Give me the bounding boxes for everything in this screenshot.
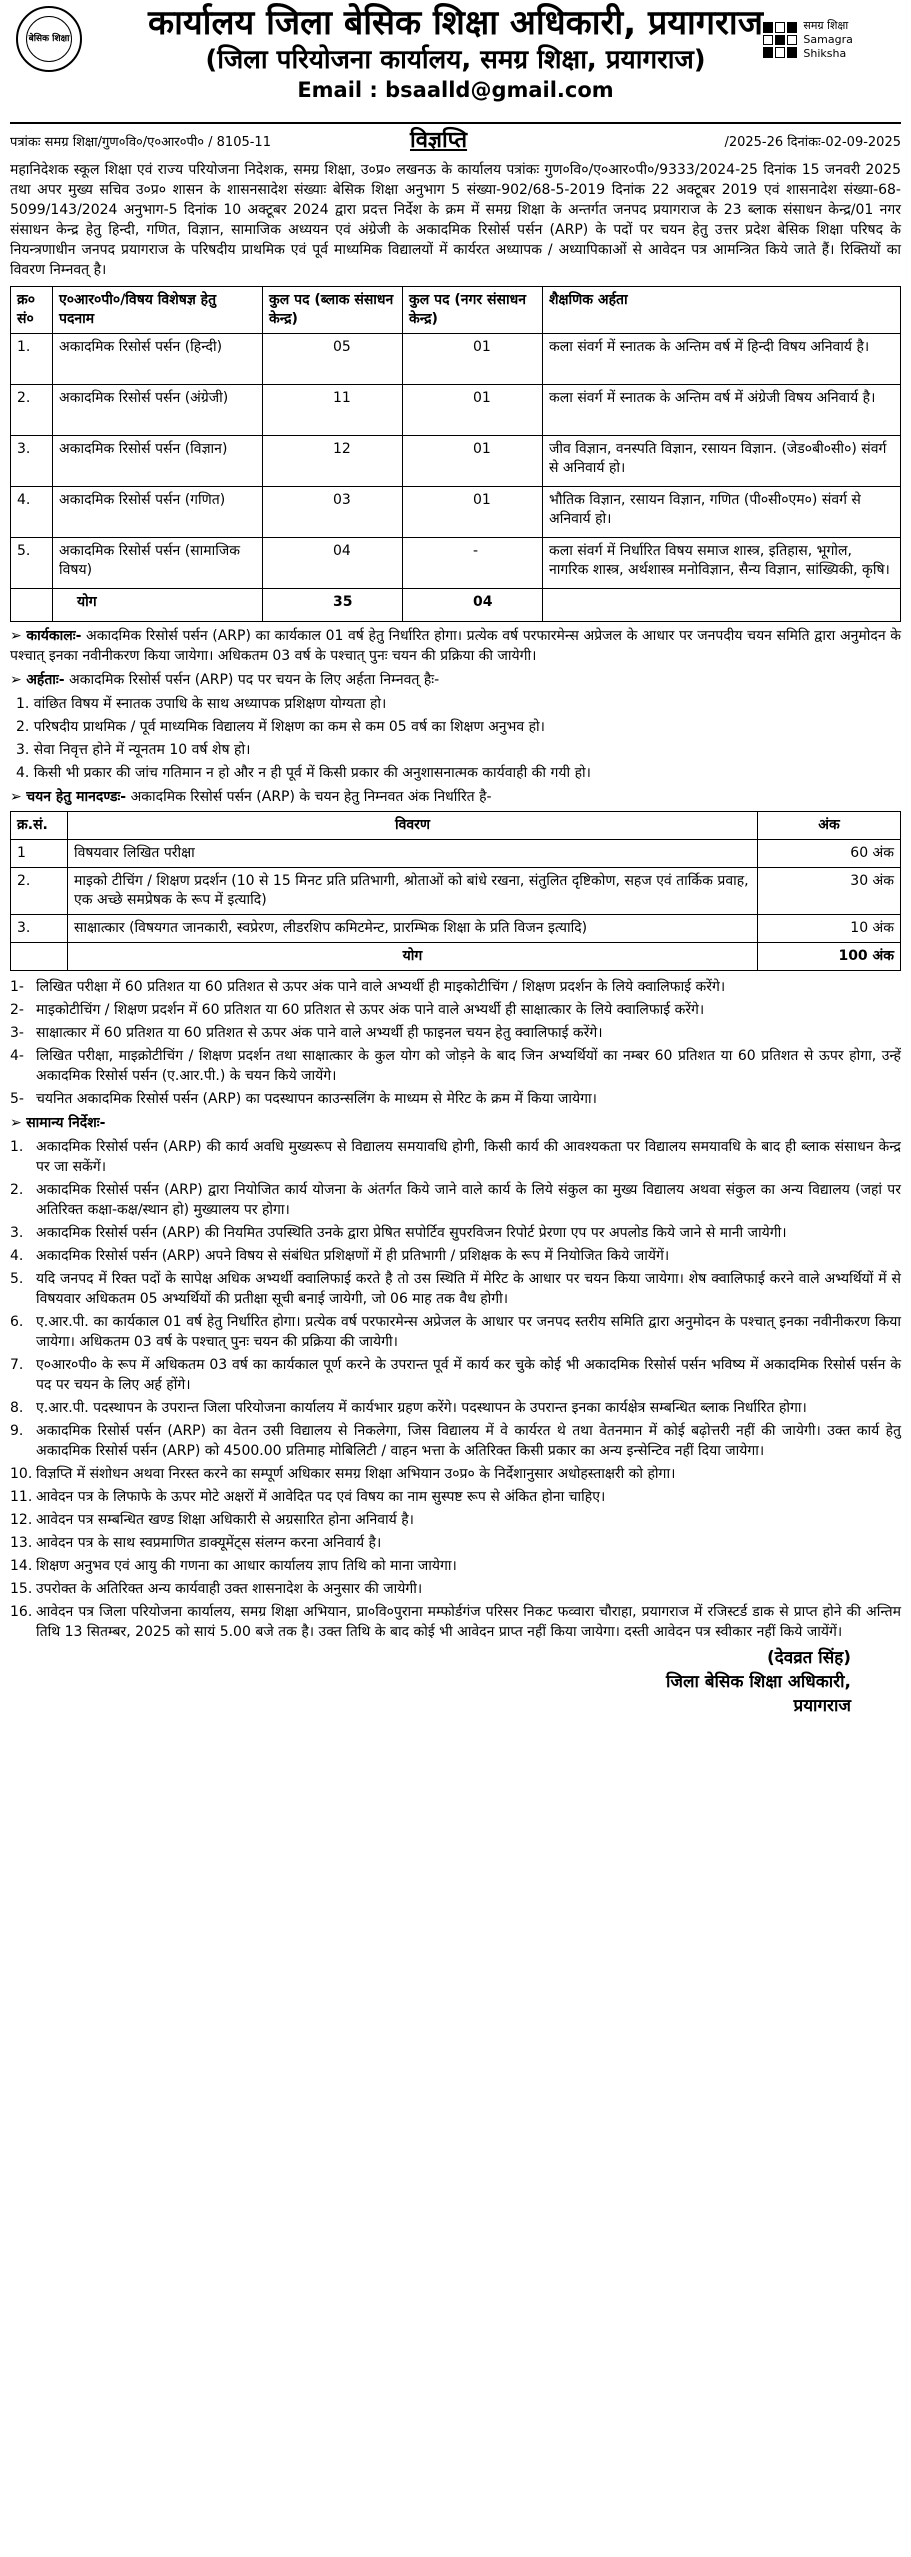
table-row xyxy=(11,334,901,385)
signatory-designation: जिला बेसिक शिक्षा अधिकारी, xyxy=(665,1672,851,1692)
list-item: 8. ए.आर.पी. पदस्थापन के उपरान्त जिला परियोजना कार्यालय में कार्यभार ग्रहण करेंगे। पदस्थापन के उपरान्त इनका कार्यक्षेत्र सम्बन्धित ब्लाक निर्धारित होगा। xyxy=(10,1400,807,1416)
marks-table xyxy=(10,811,901,971)
general-instructions-section: ➢ सामान्य निर्देशः- xyxy=(10,1115,106,1131)
cell: 4. xyxy=(11,487,53,538)
table-row xyxy=(11,538,901,589)
list-item: 2. अकादमिक रिसोर्स पर्सन (ARP) द्वारा नियोजित कार्य योजना के अंतर्गत किये जाने वाले कार्य के लिये संकुल का मुख्य विद्यालय अथवा संकुल का अन्य विद्यालय (जहां पर अतिरिक्त कक्षा-कक्ष/स्थान हो) मुख्यालय पर होगा। xyxy=(10,1182,901,1218)
general-label: सामान्य निर्देशः- xyxy=(26,1115,106,1131)
col-city-posts: कुल पद (नगर संसाधन केन्द्र) xyxy=(403,287,543,334)
list-item: 4. किसी भी प्रकार की जांच गतिमान न हो और न ही पूर्व में किसी प्रकार की अनुशासनात्मक कार्यवाही की गयी हो। xyxy=(16,765,591,781)
list-item: 9. अकादमिक रिसोर्स पर्सन (ARP) का वेतन उसी विद्यालय से निकलेगा, जिस विद्यालय में वे कार्यरत थे तथा वेतनमान में कोई बढ़ोत्तरी नहीं की जायेगी। उक्त कार्य हेतु अकादमिक रिसोर्स पर्सन (ARP) को 4500.00 प्रतिमाह मोबिलिटी / वाहन भत्ता के अतिरिक्त किसी प्रकार का अन्य इन्सेन्टिव नहीं दिया जायेगा। xyxy=(10,1423,901,1459)
cell: 01 xyxy=(403,436,543,487)
total-block: 35 xyxy=(263,589,403,622)
list-item: 1. वांछित विषय में स्नातक उपाधि के साथ अध्यापक प्रशिक्षण योग्यता हो। xyxy=(16,696,387,712)
signatory-place: प्रयागराज xyxy=(793,1696,851,1716)
cell: जीव विज्ञान, वनस्पति विज्ञान, रसायन विज्ञान. (जेड०बी०सी०) संवर्ग से अनिवार्य हो। xyxy=(543,436,901,487)
cell: 01 xyxy=(403,334,543,385)
cell: 2. xyxy=(11,868,68,915)
cell: भौतिक विज्ञान, रसायन विज्ञान, गणित (पी०सी०एम०) संवर्ग से अनिवार्य हो। xyxy=(543,487,901,538)
total-city: 04 xyxy=(403,589,543,622)
total-value: 100 अंक xyxy=(758,943,901,971)
col-serial: क्र.सं. xyxy=(11,812,68,840)
criteria-text: अकादमिक रिसोर्स पर्सन (ARP) के चयन हेतु निम्नवत अंक निर्धारित है- xyxy=(126,789,492,805)
cell: कला संवर्ग में स्नातक के अन्तिम वर्ष में अंग्रेजी विषय अनिवार्य है। xyxy=(543,385,901,436)
cell: 1 xyxy=(11,840,68,868)
cell: 30 अंक xyxy=(758,868,901,915)
cell: 01 xyxy=(403,385,543,436)
intro-paragraph: महानिदेशक स्कूल शिक्षा एवं राज्य परियोजना निदेशक, समग्र शिक्षा, उ०प्र० लखनऊ के कार्यालय पत्रांकः गुण०वि०/ए०आर०पी०/9333/2024-25 दिनांक 15 जनवरी 2025 तथा अपर मुख्य सचिव उ०प्र० शासन के शासनसादेश संख्याः बेसिक शिक्षा अनुभाग 5 संख्या-902/68-5-2019 दिनांक 22 अक्टूबर 2019 एवं शासनादेश संख्या-68-5099/143/2024 अनुभाग-5 दिनांक 10 अक्टूबर 2024 द्वारा प्रदत्त निर्देश के क्रम में समग्र शिक्षा के अन्तर्गत जनपद प्रयागराज के 23 ब्लाक संसाधन केन्द्र/01 नगर संसाधन केन्द्र हेतु हिन्दी, गणित, विज्ञान, सामाजिक अध्ययन एवं अंग्रेजी के अकादमिक रिसोर्स पर्सन (ARP) के पदों पर चयन हेतु उत्तर प्रदेश बेसिक शिक्षा परिषद के नियन्त्रणाधीन जनपद प्रयागराज के परिषदीय प्राथमिक एवं पूर्व माध्यमिक विद्यालयों में कार्यरत अध्यापक / अध्यापिकाओं से आवेदन पत्र आमन्त्रित किये जाते हैं। रिक्तियों का विवरण निम्नवत् है। xyxy=(10,162,901,278)
letter-number: पत्रांकः समग्र शिक्षा/गुण०वि०/ए०आर०पी० / 8105-11 xyxy=(10,135,271,150)
total-row xyxy=(11,589,901,622)
table-row xyxy=(11,487,901,538)
col-serial: क्र० सं० xyxy=(11,287,53,334)
list-item: 13. आवेदन पत्र के साथ स्वप्रमाणित डाक्यूमेंट्स संलग्न करना अनिवार्य है। xyxy=(10,1535,382,1551)
department-seal-icon xyxy=(16,6,82,72)
signatory-name: (देवव्रत सिंह) xyxy=(766,1648,851,1668)
list-item: 6. ए.आर.पी. का कार्यकाल 01 वर्ष हेतु निर्धारित होगा। प्रत्येक वर्ष परफारमेन्स अप्रेजल के आधार पर जनपद स्तरीय समिति द्वारा अनुमोदन के पश्चात् इनका नवीनीकरण किया जायेगा। अधिकतम 03 वर्ष के पश्चात् पुनः चयन की प्रक्रिया की जायेगी। xyxy=(10,1314,901,1350)
cell: साक्षात्कार (विषयगत जानकारी, स्वप्रेरण, लीडरशिप कमिटमेन्ट, प्रारम्भिक शिक्षा के प्रति विजन इत्यादि) xyxy=(68,915,758,943)
cell: माइको टीचिंग / शिक्षण प्रदर्शन (10 से 15 मिनट प्रति प्रतिभागी, श्रोताओं को बांधे रखना, संतुलित दृष्टिकोण, सहज एवं तार्किक प्रवाह, एक अच्छे समप्रेषक के रूप में इत्यादि) xyxy=(68,868,758,915)
col-block-posts: कुल पद (ब्लाक संसाधन केन्द्र) xyxy=(263,287,403,334)
letter-date: /2025-26 दिनांकः-02-09-2025 xyxy=(724,135,901,150)
col-post-name: ए०आर०पी०/विषय विशेषज्ञ हेतु पदनाम xyxy=(53,287,263,334)
cell: 03 xyxy=(263,487,403,538)
document-page xyxy=(10,0,901,1718)
notice-heading: विज्ञप्ति xyxy=(410,128,468,153)
cell: 1. xyxy=(11,334,53,385)
list-item: 16. आवेदन पत्र जिला परियोजना कार्यालय, समग्र शिक्षा अभियान, प्रा०वि०पुराना मम्फोर्डगंज परिसर निकट फव्वारा चौराहा, प्रयागराज में रजिस्टर्ड डाक से प्राप्त होने की अन्तिम तिथि 13 सितम्बर, 2025 को सायं 5.00 बजे तक है। उक्त तिथि के बाद कोई भी आवेदन प्राप्त नहीं किया जायेगा। दस्ती आवेदन पत्र स्वीकार नहीं किये जायेंगें। xyxy=(10,1604,901,1640)
list-item: 14. शिक्षण अनुभव एवं आयु की गणना का आधार कार्यालय ज्ञाप तिथि को माना जायेगा। xyxy=(10,1558,457,1574)
criteria-label: चयन हेतु मानदण्डः- xyxy=(26,789,127,805)
cell: 12 xyxy=(263,436,403,487)
col-marks: अंक xyxy=(758,812,901,840)
table-row xyxy=(11,385,901,436)
table-row xyxy=(11,868,901,915)
seal-text: बेसिक शिक्षा xyxy=(26,16,72,62)
total-label: योग xyxy=(53,589,263,622)
office-email: Email : bsaalld@gmail.com xyxy=(297,78,614,102)
tenure-section: ➢ कार्यकालः- अकादमिक रिसोर्स पर्सन (ARP) का कार्यकाल 01 वर्ष हेतु निर्धारित होगा। प्रत्येक वर्ष परफारमेन्स अप्रेजल के आधार पर जनपदीय चयन समिति द्वारा अनुमोदन के पश्चात् इनका नवीनीकरण किया जायेगा। अधिकतम 03 वर्ष के पश्चात् पुनः चयन की प्रक्रिया की जायेगी। xyxy=(10,628,901,664)
cell: 01 xyxy=(403,487,543,538)
list-item: 12. आवेदन पत्र सम्बन्धित खण्ड शिक्षा अधिकारी से अग्रसारित होना अनिवार्य है। xyxy=(10,1512,414,1528)
cell: विषयवार लिखित परीक्षा xyxy=(68,840,758,868)
table-row xyxy=(11,915,901,943)
cell: 3. xyxy=(11,436,53,487)
total-row xyxy=(11,943,901,971)
list-item: 4. अकादमिक रिसोर्स पर्सन (ARP) अपने विषय से संबंधित प्रशिक्षणों में ही प्रतिभागी / प्रशिक्षक के रूप में नियोजित किये जायेंगें। xyxy=(10,1248,670,1264)
vacancy-table xyxy=(10,286,901,622)
reference-line xyxy=(10,122,901,154)
selection-notes xyxy=(10,977,901,1109)
office-subtitle: (जिला परियोजना कार्यालय, समग्र शिक्षा, प्रयागराज) xyxy=(205,45,706,75)
vacancy-table-header xyxy=(11,287,901,334)
cell: अकादमिक रिसोर्स पर्सन (गणित) xyxy=(53,487,263,538)
col-qualification: शैक्षणिक अर्हता xyxy=(543,287,901,334)
criteria-section: ➢ चयन हेतु मानदण्डः- अकादमिक रिसोर्स पर्सन (ARP) के चयन हेतु निम्नवत अंक निर्धारित है- xyxy=(10,789,492,805)
tenure-label: कार्यकालः- xyxy=(26,628,82,644)
list-item: 3- साक्षात्कार में 60 प्रतिशत या 60 प्रतिशत से ऊपर अंक पाने वाले अभ्यर्थी ही फाइनल चयन हेतु क्वालिफाई करेंगे। xyxy=(10,1025,603,1041)
logo-english-text: Samagra Shiksha xyxy=(803,33,853,60)
logo-hindi-text: समग्र शिक्षा xyxy=(803,19,849,32)
list-item: 4- लिखित परीक्षा, माइक्रोटीचिंग / शिक्षण प्रदर्शन तथा साक्षात्कार के कुल योग को जोड़ने के बाद जिन अभ्यर्थियों का नम्बर 60 प्रतिशत या 60 प्रतिशत से ऊपर होगा, उन्हें अकादमिक रिसोर्स पर्सन (ए.आर.पी.) के चयन किये जायेंगे। xyxy=(10,1048,901,1084)
list-item: 1- लिखित परीक्षा में 60 प्रतिशत या 60 प्रतिशत से ऊपर अंक पाने वाले अभ्यर्थी ही माइकोटीचिंग / शिक्षण प्रदर्शन के लिये क्वालिफाई करेंगे। xyxy=(10,979,726,995)
table-row xyxy=(11,436,901,487)
eligibility-label: अर्हताः- xyxy=(26,672,65,688)
cell: 04 xyxy=(263,538,403,589)
eligibility-text: अकादमिक रिसोर्स पर्सन (ARP) पद पर चयन के लिए अर्हता निम्नवत् हैः- xyxy=(64,672,440,688)
office-title: कार्यालय जिला बेसिक शिक्षा अधिकारी, प्रयागराज xyxy=(148,3,763,43)
list-item: 5. यदि जनपद में रिक्त पदों के सापेक्ष अधिक अभ्यर्थी क्वालिफाई करते है तो उस स्थिति में मेरिट के आधार पर चयन किया जायेगा। शेष क्वालिफाई करने वाले अभ्यर्थियों में से विषयवार अधिकतम 05 अभ्यर्थियों की प्रतीक्षा सूची बनाई जायेगी, जो 06 माह तक वैध होगी। xyxy=(10,1271,901,1307)
cell: कला संवर्ग में स्नातक के अन्तिम वर्ष में हिन्दी विषय अनिवार्य है। xyxy=(543,334,901,385)
eligibility-list xyxy=(16,694,901,783)
col-description: विवरण xyxy=(68,812,758,840)
table-row xyxy=(11,840,901,868)
total-label: योग xyxy=(68,943,758,971)
list-item: 5- चयनित अकादमिक रिसोर्स पर्सन (ARP) का पदस्थापन काउन्सलिंग के माध्यम से मेरिट के क्रम में किया जायेगा। xyxy=(10,1091,597,1107)
list-item: 2. परिषदीय प्राथमिक / पूर्व माध्यमिक विद्यालय में शिक्षण का कम से कम 05 वर्ष का शिक्षण अनुभव हो। xyxy=(16,719,545,735)
cell: अकादमिक रिसोर्स पर्सन (विज्ञान) xyxy=(53,436,263,487)
samagra-shiksha-logo xyxy=(763,18,895,62)
marks-table-header xyxy=(11,812,901,840)
list-item: 3. सेवा निवृत्त होने में न्यूनतम 10 वर्ष शेष हो। xyxy=(16,742,251,758)
list-item: 15. उपरोक्त के अतिरिक्त अन्य कार्यवाही उक्त शासनादेश के अनुसार की जायेगी। xyxy=(10,1581,423,1597)
cell: कला संवर्ग में निर्धारित विषय समाज शास्त्र, इतिहास, भूगोल, नागरिक शास्त्र, अर्थशास्त्र मनोविज्ञान, सैन्य विज्ञान, सांख्यिकी, कृषि। xyxy=(543,538,901,589)
cell: 60 अंक xyxy=(758,840,901,868)
cell: 2. xyxy=(11,385,53,436)
eligibility-section: ➢ अर्हताः- अकादमिक रिसोर्स पर्सन (ARP) पद पर चयन के लिए अर्हता निम्नवत् हैः- xyxy=(10,672,440,688)
cell: 10 अंक xyxy=(758,915,901,943)
list-item: 2- माइकोटीचिंग / शिक्षण प्रदर्शन में 60 प्रतिशत या 60 प्रतिशत से ऊपर अंक पाने वाले अभ्यर्थी ही साक्षात्कार के लिये क्वालिफाई करेंगे। xyxy=(10,1002,705,1018)
list-item: 11. आवेदन पत्र के लिफाफे के ऊपर मोटे अक्षरों में आवेदित पद एवं विषय का नाम सुस्पष्ट रूप से अंकित होना चाहिए। xyxy=(10,1489,606,1505)
letterhead xyxy=(10,0,901,118)
cell: - xyxy=(403,538,543,589)
list-item: 7. ए०आर०पी० के रूप में अधिकतम 03 वर्ष का कार्यकाल पूर्ण करने के उपरान्त पूर्व में कार्य कर चुके कोई भी अकादमिक रिसोर्स पर्सन भविष्य में अकादमिक रिसोर्स पर्सन के पद पर चयन के लिए अर्ह होंगे। xyxy=(10,1357,901,1393)
samagra-logo-icon xyxy=(763,22,797,58)
cell: अकादमिक रिसोर्स पर्सन (हिन्दी) xyxy=(53,334,263,385)
list-item: 10. विज्ञप्ति में संशोधन अथवा निरस्त करने का सम्पूर्ण अधिकार समग्र शिक्षा अभियान उ०प्र० के निर्देशानुसार अधोहस्ताक्षरी को होगा। xyxy=(10,1466,676,1482)
cell: 11 xyxy=(263,385,403,436)
list-item: 3. अकादमिक रिसोर्स पर्सन (ARP) की नियमित उपस्थिति उनके द्वारा प्रेषित सपोर्टिव सुपरविजन रिपोर्ट प्रेरणा एप पर अपलोड किये जाने से मानी जायेगी। xyxy=(10,1225,787,1241)
cell: अकादमिक रिसोर्स पर्सन (सामाजिक विषय) xyxy=(53,538,263,589)
tenure-text: अकादमिक रिसोर्स पर्सन (ARP) का कार्यकाल 01 वर्ष हेतु निर्धारित होगा। प्रत्येक वर्ष परफारमेन्स अप्रेजल के आधार पर जनपदीय चयन समिति द्वारा अनुमोदन के पश्चात् इनका नवीनीकरण किया जायेगा। अधिकतम 03 वर्ष के पश्चात् पुनः चयन की प्रक्रिया की जायेगी। xyxy=(10,628,901,664)
cell: 3. xyxy=(11,915,68,943)
cell: 05 xyxy=(263,334,403,385)
cell: अकादमिक रिसोर्स पर्सन (अंग्रेजी) xyxy=(53,385,263,436)
cell: 5. xyxy=(11,538,53,589)
signature-block xyxy=(10,1646,901,1718)
list-item: 1. अकादमिक रिसोर्स पर्सन (ARP) की कार्य अवधि मुख्यरूप से विद्यालय समयावधि होगी, किसी कार्य की आवश्यकता पर विद्यालय समयावधि के बाद ही ब्लाक संसाधन केन्द्र पर जा सकेंगें। xyxy=(10,1139,901,1175)
general-instructions xyxy=(10,1137,901,1642)
